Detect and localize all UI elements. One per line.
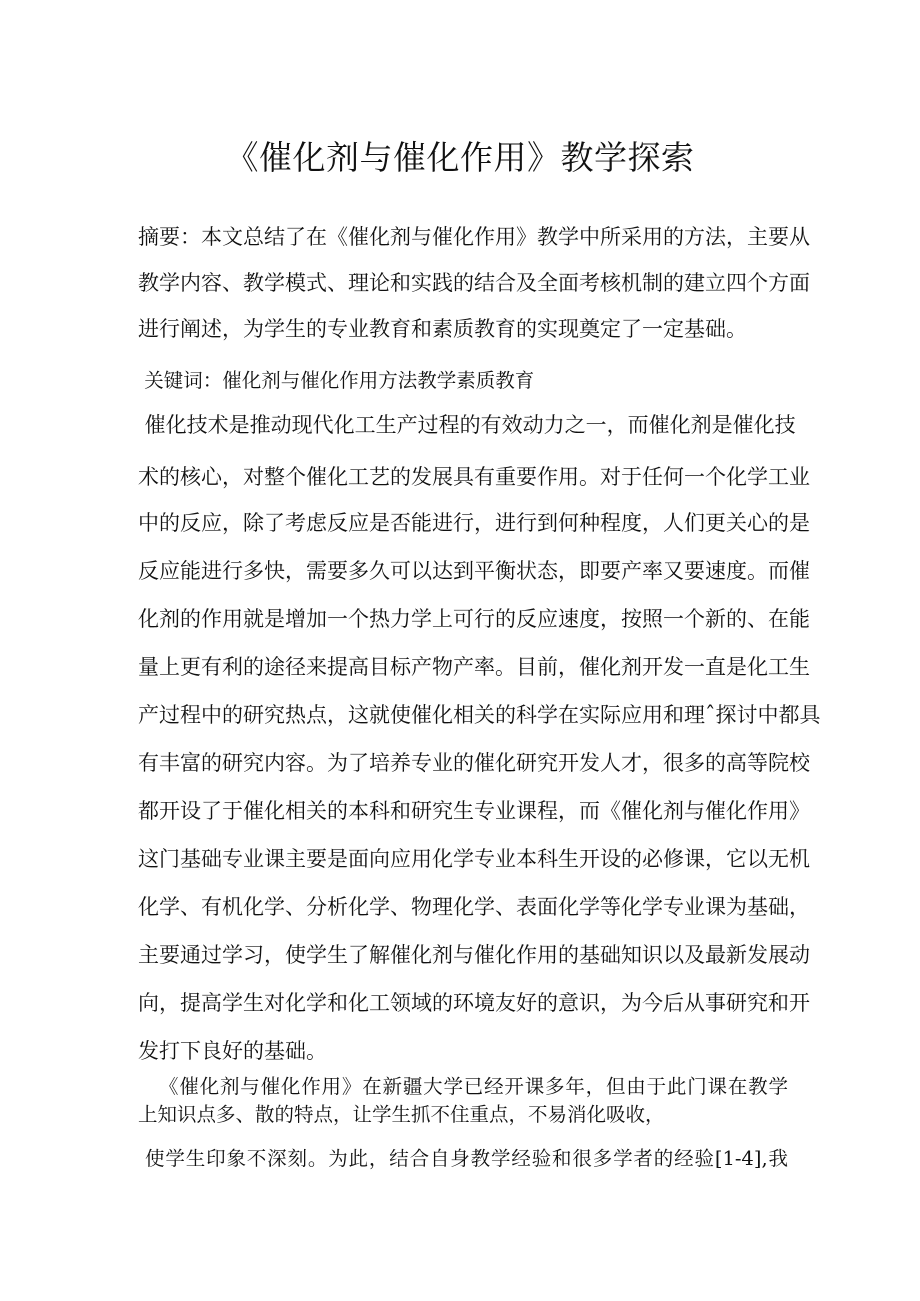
- abstract-line-3: 进行阐述，为学生的专业教育和素质教育的实现奠定了一定基础。: [138, 317, 747, 341]
- abstract-line-1: 摘要：本文总结了在《催化剂与催化作用》教学中所采用的方法，主要从: [138, 225, 810, 249]
- body-line-12: 主要通过学习，使学生了解催化剂与催化作用的基础知识以及最新发展动: [138, 943, 810, 967]
- body-line-6: 量上更有利的途径来提高目标产物产率。目前，催化剂开发一直是化工生: [138, 655, 810, 679]
- body-line-1: 催化技术是推动现代化工生产过程的有效动力之一，而催化剂是催化技: [138, 413, 796, 437]
- body-line-14: 发打下良好的基础。: [138, 1039, 327, 1063]
- body-line-9: 都开设了于催化相关的本科和研究生专业课程，而《催化剂与催化作用》: [138, 799, 810, 823]
- body-line-16: 上知识点多、散的特点，让学生抓不住重点，不易消化吸收，: [138, 1103, 665, 1126]
- body-line-11: 化学、有机化学、分析化学、物理化学、表面化学等化学专业课为基础，: [138, 895, 810, 919]
- body-line-5: 化剂的作用就是增加一个热力学上可行的反应速度，按照一个新的、在能: [138, 607, 810, 631]
- keywords-line: 关键词：催化剂与催化作用方法教学素质教育: [138, 369, 535, 392]
- body-line-2: 术的核心，对整个催化工艺的发展具有重要作用。对于任何一个化学工业: [138, 465, 810, 489]
- abstract-line-2: 教学内容、教学模式、理论和实践的结合及全面考核机制的建立四个方面: [138, 271, 810, 295]
- body-line-17: 使学生印象不深刻。为此，结合自身教学经验和很多学者的经验[1-4],我: [138, 1147, 788, 1170]
- body-line-4: 反应能进行多快，需要多久可以达到平衡状态，即要产率又要速度。而催: [138, 559, 810, 583]
- body-line-10: 这门基础专业课主要是面向应用化学专业本科生开设的必修课，它以无机: [138, 847, 810, 871]
- body-line-13: 向，提高学生对化学和化工领域的环境友好的意识，为今后从事研究和开: [138, 991, 810, 1015]
- body-line-3: 中的反应，除了考虑反应是否能进行，进行到何种程度，人们更关心的是: [138, 511, 810, 535]
- page-title: 《催化剂与催化作用》教学探索: [225, 138, 695, 177]
- body-line-7: 产过程中的研究热点，这就使催化相关的科学在实际应用和理ˆ探讨中都具: [138, 703, 821, 727]
- body-line-15: 《催化剂与催化作用》在新疆大学已经开课多年，但由于此门课在教学: [138, 1075, 788, 1098]
- body-line-8: 有丰富的研究内容。为了培养专业的催化研究开发人才，很多的高等院校: [138, 751, 810, 775]
